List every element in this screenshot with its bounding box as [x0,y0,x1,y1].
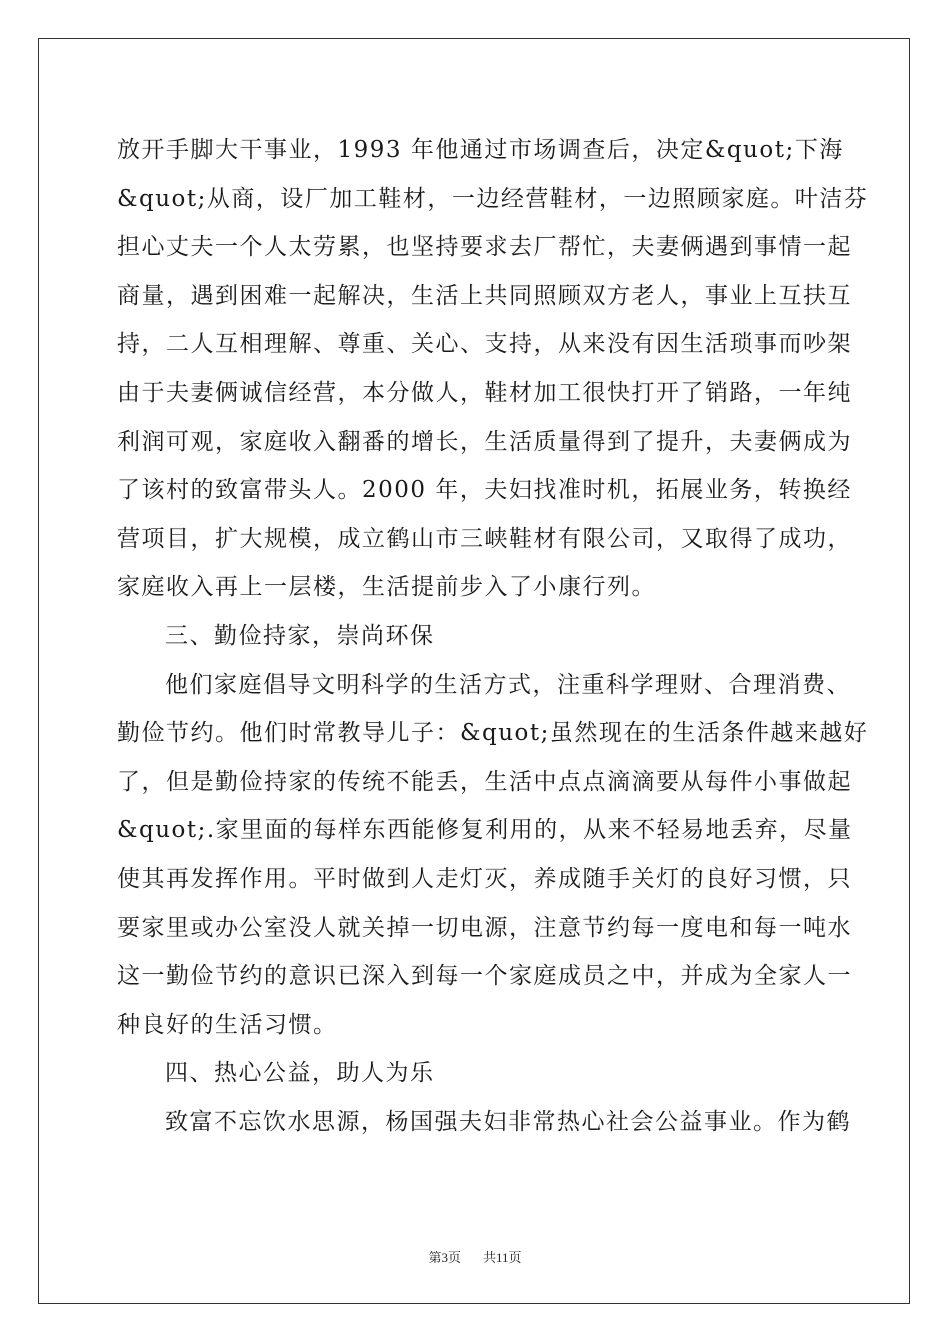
text-line: 利润可观，家庭收入翻番的增长，生活质量得到了提升，夫妻俩成为 [117,428,852,455]
text-line: 致富不忘饮水思源，杨国强夫妇非常热心社会公益事业。作为鹤 [165,1108,851,1135]
page-number: 第3页 [428,1250,461,1265]
text-line: 家庭收入再上一层楼，生活提前步入了小康行列。 [117,574,656,601]
text-line: 他们家庭倡导文明科学的生活方式，注重科学理财、合理消费、 [165,671,851,698]
text-line: 要家里或办公室没人就关掉一切电源，注意节约每一度电和每一吨水 [117,914,852,941]
text-line: 营项目，扩大规模，成立鹤山市三峡鞋材有限公司，又取得了成功， [117,525,852,552]
text-line: 使其再发挥作用。平时做到人走灯灭，养成随手关灯的良好习惯，只 [117,865,852,892]
text-line: 担心丈夫一个人太劳累，也坚持要求去厂帮忙，夫妻俩遇到事情一起 [117,234,852,261]
text-line: 商量，遇到困难一起解决，生活上共同照顾双方老人，事业上互扶互 [117,282,852,309]
page-total: 共11页 [482,1250,522,1265]
section-heading: 三、勤俭持家，崇尚环保 [165,622,435,649]
document-body [117,126,869,1146]
section-heading: 四、热心公益，助人为乐 [165,1060,435,1087]
text-line: 了，但是勤俭持家的传统不能丢，生活中点点滴滴要从每件小事做起 [117,768,852,795]
text-line: 种良好的生活习惯。 [117,1011,338,1038]
page-footer [0,1247,950,1266]
text-line: 持，二人互相理解、尊重、关心、支持，从来没有因生活琐事而吵架 [117,331,852,358]
text-line: 这一勤俭节约的意识已深入到每一个家庭成员之中，并成为全家人一 [117,963,852,990]
text-line: 勤俭节约。他们时常教导儿子：&quot;虽然现在的生活条件越来越好 [117,720,869,747]
text-line: 由于夫妻俩诚信经营，本分做人，鞋材加工很快打开了销路，一年纯 [117,379,852,406]
text-line: &quot;从商，设厂加工鞋材，一边经营鞋材，一边照顾家庭。叶洁芬 [117,185,869,212]
text-line: 了该村的致富带头人。2000 年，夫妇找准时机，拓展业务，转换经 [117,477,852,504]
text-line: &quot;.家里面的每样东西能修复利用的，从来不轻易地丢弃，尽量 [117,817,853,844]
text-line: 放开手脚大干事业，1993 年他通过市场调查后，决定&quot;下海 [117,137,844,163]
